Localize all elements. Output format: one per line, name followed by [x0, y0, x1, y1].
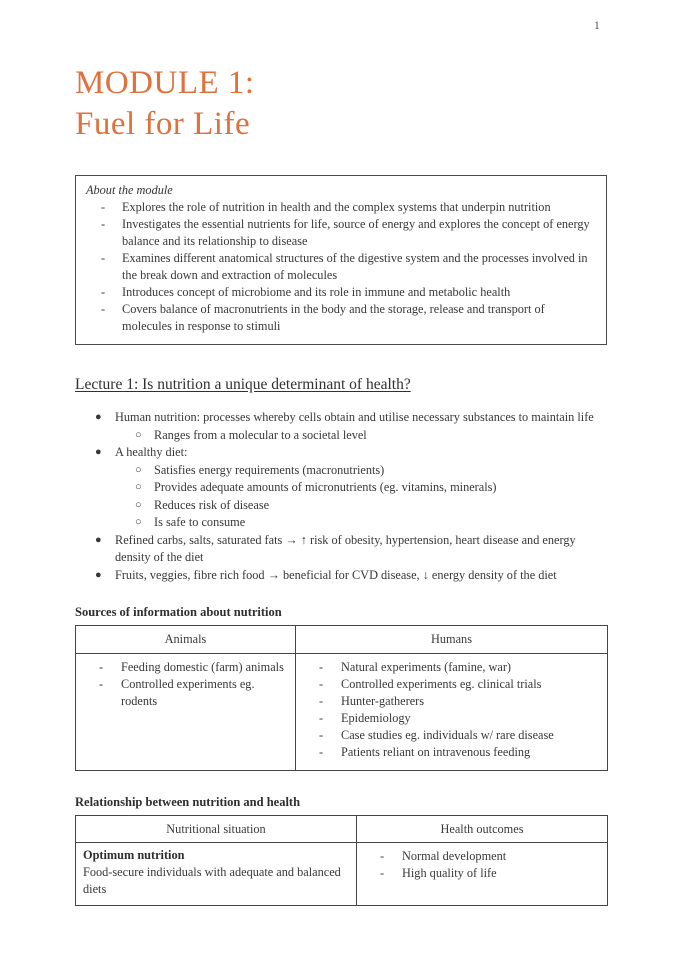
circle-marker: ○ — [135, 463, 142, 476]
dash-marker: - — [319, 728, 324, 742]
list-item — [75, 409, 607, 427]
dash-marker: - — [99, 677, 104, 691]
about-item — [86, 216, 596, 250]
list-item-text: A healthy diet: — [115, 445, 188, 459]
list-item — [357, 865, 603, 882]
lecture-notes-list — [75, 409, 607, 584]
column-header-humans: Humans — [296, 626, 608, 654]
circle-marker: ○ — [135, 516, 142, 528]
column-header-animals: Animals — [76, 626, 296, 654]
title-line-1: MODULE 1: — [75, 65, 255, 101]
dash-marker: - — [101, 217, 106, 231]
list-item-text: Hunter-gatherers — [341, 694, 425, 708]
list-item-text: Refined carbs, salts, saturated fats → ↑ risk of obesity, hypertension, heart disease and energy density of the diet — [115, 532, 576, 564]
about-item-text: Investigates the essential nutrients for life, source of energy and explores the concept of energy balance and its relationship to disease — [122, 217, 590, 248]
dash-marker: - — [319, 660, 324, 674]
list-item-text: Provides adequate amounts of micronutrients (eg. vitamins, minerals) — [154, 480, 497, 494]
animals-list — [76, 659, 291, 710]
list-item — [76, 659, 291, 676]
relationship-table — [75, 815, 608, 906]
circle-marker: ○ — [135, 428, 142, 441]
list-item — [75, 514, 607, 532]
dash-marker: - — [319, 745, 324, 759]
list-item-text: Satisfies energy requirements (macronutrients) — [154, 462, 385, 477]
list-item — [296, 744, 603, 761]
relationship-table-header-row — [76, 816, 608, 843]
about-item — [86, 301, 596, 335]
list-item-text: Controlled experiments eg. clinical trials — [341, 677, 542, 691]
health-outcomes-cell — [357, 843, 608, 906]
dash-marker: - — [99, 660, 104, 674]
about-module-heading: About the module — [86, 183, 173, 197]
list-item-text: Patients reliant on intravenous feeding — [341, 745, 531, 759]
circle-marker: ○ — [135, 481, 142, 493]
list-item-text: Controlled experiments eg. rodents — [121, 677, 255, 708]
dash-marker: - — [101, 285, 106, 299]
title-line-2: Fuel for Life — [75, 106, 251, 142]
humans-list — [296, 659, 603, 761]
page-content — [75, 0, 607, 906]
sources-table-header-row — [76, 626, 608, 654]
circle-marker: ○ — [135, 498, 142, 511]
list-item — [296, 727, 603, 744]
about-item — [86, 199, 596, 216]
list-item-text: Epidemiology — [341, 711, 411, 725]
list-item-text: Natural experiments (famine, war) — [341, 660, 512, 674]
list-item-text: Case studies eg. individuals w/ rare disease — [341, 728, 554, 742]
dash-marker: - — [319, 694, 324, 708]
sources-table-heading: Sources of information about nutrition — [75, 605, 282, 619]
column-header-health-outcomes: Health outcomes — [357, 816, 608, 843]
relationship-table-heading: Relationship between nutrition and health — [75, 795, 301, 809]
humans-cell — [296, 654, 608, 771]
dash-marker: - — [319, 711, 324, 725]
list-item-text: Normal development — [402, 849, 507, 863]
bullet-marker: ● — [95, 411, 102, 423]
situation-description: Food-secure individuals with adequate and balanced diets — [83, 865, 341, 896]
animals-cell — [76, 654, 296, 771]
list-item-text: Is safe to consume — [154, 515, 246, 529]
list-item — [296, 676, 603, 693]
about-item-text: Covers balance of macronutrients in the body and the storage, release and transport of molecules in response to stimuli — [122, 302, 545, 333]
list-item-text: Ranges from a molecular to a societal level — [154, 427, 367, 442]
list-item — [76, 676, 291, 710]
situation-title: Optimum nutrition — [83, 848, 185, 862]
list-item-text: High quality of life — [402, 866, 497, 880]
list-item — [75, 444, 607, 462]
column-header-nutritional-situation: Nutritional situation — [76, 816, 357, 843]
dash-marker: - — [380, 866, 385, 880]
about-item-text: Examines different anatomical structures of the digestive system and the processes involved in the break down and extraction of molecules — [122, 251, 588, 282]
sources-table — [75, 625, 608, 771]
about-item-text: Introduces concept of microbiome and its role in immune and metabolic health — [122, 285, 511, 299]
lecture-1-heading: Lecture 1: Is nutrition a unique determinant of health? — [75, 376, 411, 393]
dash-marker: - — [319, 677, 324, 691]
table-row — [76, 654, 608, 771]
dash-marker: - — [101, 200, 106, 214]
list-item — [75, 462, 607, 480]
list-item — [75, 479, 607, 497]
list-item-text: Feeding domestic (farm) animals — [121, 660, 284, 674]
list-item — [357, 848, 603, 865]
list-item-text: Human nutrition: processes whereby cells obtain and utilise necessary substances to maintain life — [115, 410, 594, 424]
about-item — [86, 250, 596, 284]
page-number: 1 — [594, 20, 600, 32]
list-item — [75, 567, 607, 585]
about-item-text: Explores the role of nutrition in health and the complex systems that underpin nutrition — [122, 200, 551, 214]
list-item — [296, 659, 603, 676]
dash-marker: - — [101, 251, 106, 265]
outcomes-list — [357, 848, 603, 882]
page-title — [75, 63, 607, 145]
nutritional-situation-cell — [76, 843, 357, 906]
list-item — [75, 497, 607, 515]
list-item — [296, 693, 603, 710]
list-item — [296, 710, 603, 727]
bullet-marker: ● — [95, 533, 102, 546]
list-item-text: Fruits, veggies, fibre rich food → beneficial for CVD disease, ↓ energy density of the diet — [115, 567, 557, 582]
dash-marker: - — [380, 849, 385, 863]
bullet-marker: ● — [95, 446, 102, 458]
about-module-box — [75, 175, 607, 345]
list-item — [75, 532, 607, 567]
dash-marker: - — [101, 302, 106, 316]
table-row — [76, 843, 608, 906]
list-item-text: Reduces risk of disease — [154, 497, 270, 512]
about-item — [86, 284, 596, 301]
bullet-marker: ● — [95, 568, 102, 581]
list-item — [75, 427, 607, 445]
